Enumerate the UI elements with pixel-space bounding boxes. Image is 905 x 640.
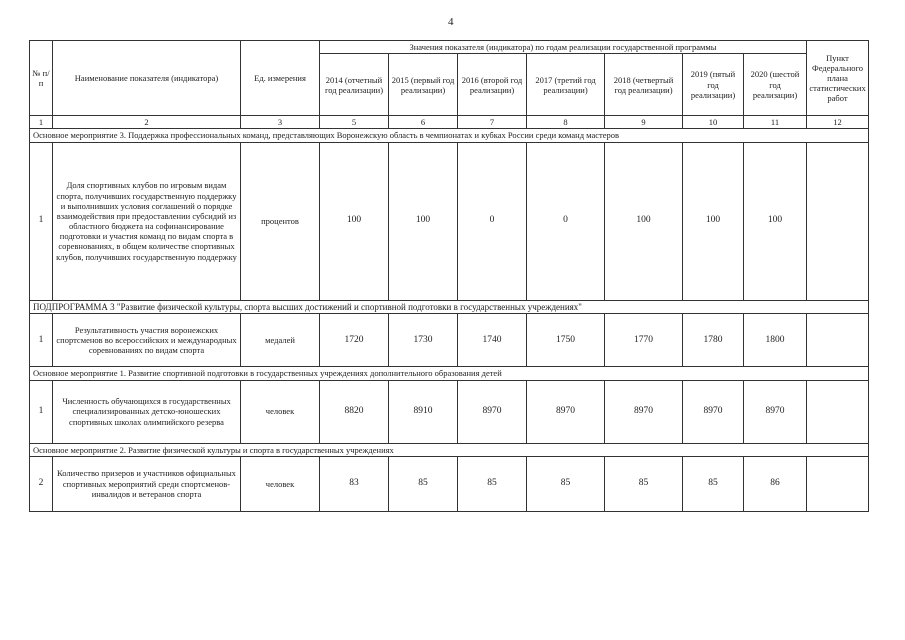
value-cell: 8970 xyxy=(605,380,683,443)
header-year: 2016 (второй год реализации) xyxy=(458,54,527,116)
value-cell: 8970 xyxy=(744,380,807,443)
header-unit: Ед. измерения xyxy=(241,41,320,116)
column-number: 12 xyxy=(807,116,869,129)
header-plan: Пункт Федерального плана статистических работ xyxy=(807,41,869,116)
row-num: 1 xyxy=(30,142,53,300)
table-row xyxy=(30,456,869,511)
column-number: 1 xyxy=(30,116,53,129)
value-cell: 1740 xyxy=(458,314,527,367)
column-number: 11 xyxy=(744,116,807,129)
section-title: Основное мероприятие 2. Развитие физической культуры и спорта в государственных учреждениях xyxy=(30,443,869,456)
value-cell: 1750 xyxy=(527,314,605,367)
column-number: 2 xyxy=(53,116,241,129)
header-year: 2014 (отчетный год реализации) xyxy=(320,54,389,116)
value-cell: 83 xyxy=(320,456,389,511)
header-year: 2020 (шестой год реализации) xyxy=(744,54,807,116)
column-number: 6 xyxy=(389,116,458,129)
value-cell: 1720 xyxy=(320,314,389,367)
value-cell: 85 xyxy=(683,456,744,511)
value-cell: 85 xyxy=(389,456,458,511)
value-cell: 85 xyxy=(458,456,527,511)
header-year: 2017 (третий год реализации) xyxy=(527,54,605,116)
indicator-name: Количество призеров и участников официальных спортивных мероприятий среди спортсменов-инвалидов и ветеранов спорта xyxy=(53,456,241,511)
header-year: 2015 (первый год реализации) xyxy=(389,54,458,116)
row-num: 1 xyxy=(30,380,53,443)
subprogram-title: ПОДПРОГРАММА 3 "Развитие физической культуры, спорта высших достижений и спортивной подготовки в государственных учреждениях" xyxy=(30,300,869,314)
section-title: Основное мероприятие 3. Поддержка профессиональных команд, представляющих Воронежскую область в чемпионатах и кубках России среди команд мастеров xyxy=(30,129,869,142)
indicator-name: Результативность участия воронежских спортсменов во всероссийских и международных соревнованиях по видам спорта xyxy=(53,314,241,367)
section-title: Основное мероприятие 1. Развитие спортивной подготовки в государственных учреждениях дополнительного образования детей xyxy=(30,367,869,380)
header-year: 2018 (четвертый год реализации) xyxy=(605,54,683,116)
header-name: Наименование показателя (индикатора) xyxy=(53,41,241,116)
indicator-name: Доля спортивных клубов по игровым видам спорта, получивших государственную поддержку и выполнивших условия соглашений о порядке взаимодействия при предоставлении субсидий из областного бюджета на софинансирование подготовки и участия команд по видам спорта в соревнованиях, в общем количестве спортивных клубов, получивших государственную поддержку xyxy=(53,142,241,300)
header-values-group: Значения показателя (индикатора) по годам реализации государственной программы xyxy=(320,41,807,54)
value-cell: 8970 xyxy=(527,380,605,443)
value-cell: 8820 xyxy=(320,380,389,443)
value-cell: 100 xyxy=(320,142,389,300)
header-num: № п/п xyxy=(30,41,53,116)
column-number: 9 xyxy=(605,116,683,129)
header-year: 2019 (пятый год реализации) xyxy=(683,54,744,116)
page-number: 4 xyxy=(448,16,454,28)
table-row xyxy=(30,380,869,443)
value-cell: 8970 xyxy=(458,380,527,443)
row-num: 1 xyxy=(30,314,53,367)
value-cell: 0 xyxy=(458,142,527,300)
value-cell: 1770 xyxy=(605,314,683,367)
value-cell: 85 xyxy=(605,456,683,511)
column-number: 8 xyxy=(527,116,605,129)
value-cell: 0 xyxy=(527,142,605,300)
value-cell: 85 xyxy=(527,456,605,511)
indicator-unit: медалей xyxy=(241,314,320,367)
column-number: 7 xyxy=(458,116,527,129)
value-cell: 100 xyxy=(744,142,807,300)
table-row xyxy=(30,142,869,300)
value-cell: 100 xyxy=(605,142,683,300)
table-row xyxy=(30,314,869,367)
value-cell: 100 xyxy=(389,142,458,300)
value-cell: 1800 xyxy=(744,314,807,367)
value-cell: 1730 xyxy=(389,314,458,367)
indicator-unit: человек xyxy=(241,380,320,443)
value-cell: 100 xyxy=(683,142,744,300)
indicator-name: Численность обучающихся в государственных специализированных детско-юношеских спортивных школах олимпийского резерва xyxy=(53,380,241,443)
indicators-table xyxy=(29,40,869,512)
value-cell: 8970 xyxy=(683,380,744,443)
value-cell: 86 xyxy=(744,456,807,511)
plan-cell xyxy=(807,142,869,300)
column-number: 5 xyxy=(320,116,389,129)
row-num: 2 xyxy=(30,456,53,511)
value-cell: 1780 xyxy=(683,314,744,367)
plan-cell xyxy=(807,456,869,511)
column-number: 3 xyxy=(241,116,320,129)
value-cell: 8910 xyxy=(389,380,458,443)
plan-cell xyxy=(807,314,869,367)
plan-cell xyxy=(807,380,869,443)
indicator-unit: процентов xyxy=(241,142,320,300)
indicator-unit: человек xyxy=(241,456,320,511)
column-number: 10 xyxy=(683,116,744,129)
